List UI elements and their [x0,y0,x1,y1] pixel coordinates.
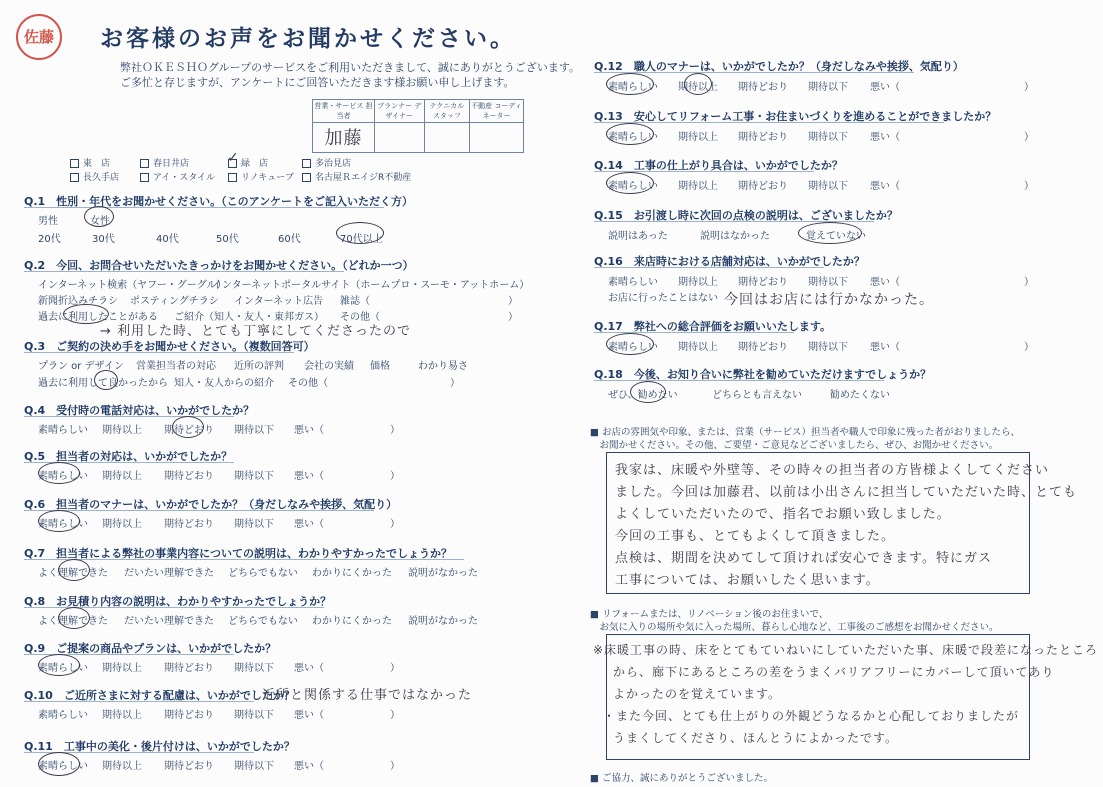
rating-close: ） [390,761,400,772]
q4-answer-circle [172,416,204,438]
comment1-prompt-1: ■ お店の雰囲気や印象、または、営業（サービス）担当者や職人で印象に残った者がおりましたら、 [590,427,1020,438]
q13-underline [594,122,944,123]
q15-opt-no[interactable]: 説明はなかった [700,231,770,242]
staff-header-technical: テクニカル スタッフ [424,100,469,123]
rating-above[interactable]: 期待以上 [102,663,142,674]
rating-as-expected[interactable]: 期待どおり [164,663,214,674]
q11-answer-circle [38,752,80,776]
q16-opt-never-visited[interactable]: お店に行ったことはない [608,293,718,304]
q18-answer-circle [630,381,666,403]
rating-as-expected[interactable]: 期待どおり [164,761,214,772]
rating-excellent[interactable]: 素晴らしい [608,82,658,93]
rating-close: ） [1024,82,1034,93]
q2-opt-netad[interactable]: インターネット広告 [234,296,324,307]
rating-bad[interactable]: 悪い（ [870,181,900,192]
rating-above[interactable]: 期待以上 [678,132,718,143]
intro-line-2: ご多忙と存じますが、アンケートにご回答いただきます様お願い申し上げます。 [120,76,515,89]
q14-rating [608,177,1038,191]
q17-title: Q.17 弊社への総合評価をお願いいたします。 [594,320,831,333]
understand-neutral[interactable]: どちらでもない [228,616,298,627]
rating-above[interactable]: 期待以上 [678,342,718,353]
q2-options [38,276,528,326]
q10-handwritten-note: 近所と関係する仕事ではなかった [262,688,473,703]
q3-past-good-circle [94,370,118,390]
q4-title: Q.4 受付時の電話対応は、いかがでしたか？ [24,404,255,417]
rating-excellent[interactable]: 素晴らしい [38,663,88,674]
q2-handwritten-reason: → 利用した時、とても丁寧にしてくださったので [100,324,412,339]
rating-excellent[interactable]: 素晴らしい [608,342,658,353]
staff-header-realestate: 不動産 コーディネーター [470,100,524,123]
understand-none[interactable]: 説明がなかった [408,616,478,627]
q18-opt-no[interactable]: 勧めたくない [830,390,890,401]
q1-underline [24,207,384,208]
q3-opt-clarity[interactable]: わかり易さ [418,361,468,372]
q6-underline [24,510,374,511]
q3-opt-other-close: ） [450,378,460,389]
q2-opt-magazine-close: ） [508,296,518,307]
q9-title: Q.9 ご提案の商品やプランは、いかがでしたか？ [24,642,277,655]
q12-answer-circle [606,73,654,95]
store-kasugai[interactable]: 春日井店 [153,159,190,169]
rating-close: ） [390,471,400,482]
q5-answer-circle [38,462,80,484]
q18-title: Q.18 今後、お知り合いに弊社を勧めていただけますでしょうか？ [594,368,932,381]
q3-opt-other[interactable]: その他（ [288,378,328,389]
store-renocube[interactable]: リノキューブ [241,173,294,183]
q9-answer-circle [38,654,80,676]
q17-rating [608,338,1038,352]
rating-as-expected[interactable]: 期待どおり [164,425,214,436]
rating-close: ） [1024,132,1034,143]
q14-title: Q.14 工事の仕上がり具合は、いかがでしたか？ [594,159,843,172]
q13-rating [608,128,1038,142]
rating-as-expected[interactable]: 期待どおり [738,132,788,143]
q7-understand [38,564,498,578]
comment1-line-4: 今回の工事も、とてもよくして頂きました。 [615,529,896,544]
staff-table [312,99,524,153]
store-istyle[interactable]: アイ・スタイル [153,173,216,183]
rating-as-expected[interactable]: 期待どおり [738,342,788,353]
q1-gender-male[interactable]: 男性 [38,216,58,227]
comment1-line-2: ました。今回は加藤君、以前は小出さんに担当していただいた時、とても [615,485,1078,500]
q1-age-40[interactable]: 40代 [156,234,179,245]
rating-above[interactable]: 期待以上 [678,277,718,288]
rating-above[interactable]: 期待以上 [102,761,142,772]
rating-below[interactable]: 期待以下 [234,761,274,772]
comment2-line-2: から、廊下にあるところの差をうまくバリアフリーにカバーして頂いてあり [613,665,1055,679]
q7-title: Q.7 担当者による弊社の事業内容についての説明は、わかりやすかったでしょうか？ [24,547,452,560]
rating-below[interactable]: 期待以下 [808,277,848,288]
store-midori[interactable]: 緑 店 [241,159,269,169]
rating-bad[interactable]: 悪い（ [870,277,900,288]
store-higashi[interactable]: 東 店 [83,159,111,169]
q7-answer-circle [58,559,90,581]
q12-answer-circle-2 [684,73,712,95]
q2-opt-portal[interactable]: インターネットポータルサイト（ホームプロ・スーモ・アットホーム） [212,280,530,291]
page-title: お客様のお声をお聞かせください。 [100,26,516,52]
q2-opt-posting[interactable]: ポスティングチラシ [130,296,219,307]
q11-rating [38,757,398,771]
store-checklist [70,156,490,186]
q12-rating [608,78,1038,92]
q3-opt-record[interactable]: 会社の実績 [304,361,354,372]
q4-rating [38,421,398,435]
comment1-box[interactable] [606,452,1078,594]
rating-excellent[interactable]: 素晴らしい [38,710,88,721]
q3-opt-friend[interactable]: 知人・友人からの紹介 [174,378,274,389]
rating-excellent[interactable]: 素晴らしい [608,181,658,192]
q10-title: Q.10 ご近所さまに対する配慮は、いかがでしたか？ [24,689,295,702]
q1-age-70[interactable]: 70代以上 [340,234,383,245]
q14-answer-circle [606,172,654,194]
rating-as-expected[interactable]: 期待どおり [164,471,214,482]
q15-opt-yes[interactable]: 説明はあった [608,231,668,242]
rating-above[interactable]: 期待以上 [678,181,718,192]
q17-answer-circle [606,333,654,355]
q18-opt-neutral[interactable]: どちらとも言えない [712,390,802,401]
q3-opt-price[interactable]: 価格 [370,361,390,372]
rating-close: ） [1024,181,1034,192]
comment1-line-6: 工事については、お願いしたく思います。 [615,573,880,588]
q6-answer-circle [38,510,80,532]
q8-title: Q.8 お見積り内容の説明は、わかりやすかったでしょうか？ [24,595,332,608]
rating-bad[interactable]: 悪い（ [870,342,900,353]
comment2-box[interactable] [593,634,1099,760]
rating-close: ） [390,425,400,436]
q5-rating [38,467,398,481]
q9-rating [38,659,398,673]
staff-empty-cell [374,123,424,153]
q15-answer-circle [798,222,862,244]
rating-excellent[interactable]: 素晴らしい [38,425,88,436]
rating-below[interactable]: 期待以下 [808,132,848,143]
staff-header-sales: 営業・サービス 担当者 [313,100,375,123]
understand-hard[interactable]: わかりにくかった [312,568,392,579]
q16-handwritten-note: 今回はお店には行かなかった。 [724,292,934,308]
store-tajimi[interactable]: 多治見店 [315,159,352,169]
q18-underline [594,380,884,381]
rating-above[interactable]: 期待以上 [102,710,142,721]
q1-age-20[interactable]: 20代 [38,234,61,245]
rating-below[interactable]: 期待以下 [234,425,274,436]
rating-below[interactable]: 期待以下 [808,181,848,192]
q3-title: Q.3 ご契約の決め手をお聞かせください。（複数回答可） [24,340,315,353]
rating-close: ） [390,710,400,721]
q1-age-30[interactable]: 30代 [92,234,115,245]
q13-title: Q.13 安心してリフォーム工事・お住まいづくりを進めることができましたか？ [594,110,997,123]
q15-options [608,227,908,241]
intro-line-1: 弊社ＯＫＥＳＨＯグループのサービスをご利用いただきまして、誠にありがとうございます。 [120,61,581,74]
seal-stamp: 佐藤 [16,14,62,60]
q2-title: Q.2 今回、お問合せいただいたきっかけをお聞かせください。（どれか一つ） [24,259,414,272]
q16-rating [608,273,1038,287]
rating-excellent[interactable]: 素晴らしい [38,471,88,482]
comment2-prompt-1: ■ リフォームまたは、リノベーション後のお住まいで、 [590,609,829,620]
comment2-line-4: ・また今回、とても仕上がりの外観どうなるかと心配しておりましたが [603,709,1020,723]
comment1-line-1: 我家は、床暖や外壁等、その時々の担当者の方皆様よくしてください [615,463,1050,478]
understand-none[interactable]: 説明がなかった [408,568,478,579]
q3-opt-reputation[interactable]: 近所の評判 [234,361,284,372]
comment2-prompt-2: お気に入りの場所や気に入った場所、暮らし心地など、工事後のご感想をお聞かせください。 [590,622,999,633]
q1-gender-female[interactable]: 女性 [90,216,110,227]
q5-title: Q.5 担当者の対応は、いかがでしたか？ [24,450,233,463]
staff-header-planner: プランナー デザイナー [374,100,424,123]
understand-hard[interactable]: わかりにくかった [312,616,392,627]
q2-opt-other-close: ） [508,312,518,323]
q12-title: Q.12 職人のマナーは、いかがでしたか？（身だしなみや挨拶、気配り） [594,60,964,73]
q2-opt-magazine[interactable]: 雑誌（ [340,296,370,307]
rating-close: ） [1024,342,1034,353]
q6-rating [38,515,398,529]
rating-bad[interactable]: 悪い（ [294,710,324,721]
rating-above[interactable]: 期待以上 [102,519,142,530]
store-nagoya-realestate[interactable]: 名古屋ＲエイジR不動産 [315,173,412,183]
q18-opt-recommend[interactable]: ぜひ、勧めたい [608,390,678,401]
q2-opt-other[interactable]: その他（ [340,312,380,323]
q1-age-50[interactable]: 50代 [216,234,239,245]
rating-bad[interactable]: 悪い（ [294,519,324,530]
q10-rating [38,706,398,720]
q3-opt-past-good[interactable]: 過去に利用して良かったから [38,378,168,389]
rating-bad[interactable]: 悪い（ [870,132,900,143]
rating-below[interactable]: 期待以下 [808,82,848,93]
q2-opt-newspaper[interactable]: 新聞折込みチラシ [38,296,118,307]
q1-title: Q.1 性別・年代をお聞かせください。（このアンケートをご記入いただく方） [24,195,414,208]
rating-below[interactable]: 期待以下 [234,519,274,530]
comment2-line-1: ※床暖工事の時、床をとてもていねいにしていただいた事、床暖で段差になったところ [593,643,1099,657]
store-nagakute[interactable]: 長久手店 [83,173,120,183]
q2-opt-referral[interactable]: ご紹介（知人・友人・東邦ガス） [174,312,324,323]
q13-answer-circle [606,123,654,145]
rating-as-expected[interactable]: 期待どおり [738,82,788,93]
rating-excellent[interactable]: 素晴らしい [38,761,88,772]
comment2-line-3: よかったのを覚えています。 [613,687,782,701]
rating-bad[interactable]: 悪い（ [294,761,324,772]
q16-underline [594,267,824,268]
comment1-line-3: よくしていただいたので、指名でお願い致しました。 [615,507,951,522]
rating-above[interactable]: 期待以上 [678,82,718,93]
rating-below[interactable]: 期待以下 [234,710,274,721]
q1-age-circle [336,222,384,244]
q2-opt-search[interactable]: インターネット検索（ヤフー・グーグル） [38,280,227,291]
q8-answer-circle [58,607,90,629]
q3-opt-plan[interactable]: プラン or デザイン [38,361,124,372]
rating-close: ） [1024,277,1034,288]
understand-mostly[interactable]: だいたい理解できた [124,616,214,627]
q15-opt-forget[interactable]: 覚えていない [806,231,866,242]
rating-below[interactable]: 期待以下 [234,471,274,482]
footer-thanks: ■ ご協力、誠にありがとうございました。 [590,773,773,784]
comment2-line-5: うまくしてくださり、ほんとうによかったです。 [613,731,899,745]
q8-understand [38,612,498,626]
understand-neutral[interactable]: どちらでもない [228,568,298,579]
q12-underline [594,72,914,73]
q1-female-circle [84,206,114,227]
rating-above[interactable]: 期待以上 [102,471,142,482]
rating-excellent[interactable]: 素晴らしい [608,277,658,288]
q3-opt-sales[interactable]: 営業担当者の対応 [136,361,216,372]
q2-underline [24,271,344,272]
staff-empty-cell [470,123,524,153]
comment1-line-5: 点検は、期間を決めてして頂ければ安心できます。特にガス [615,551,992,566]
rating-above[interactable]: 期待以上 [102,425,142,436]
rating-below[interactable]: 期待以下 [808,342,848,353]
rating-bad[interactable]: 悪い（ [294,471,324,482]
rating-bad[interactable]: 悪い（ [870,82,900,93]
q4-underline [24,416,234,417]
understand-well[interactable]: よく理解できた [38,616,108,627]
q3-underline [24,352,294,353]
q1-age-60[interactable]: 60代 [278,234,301,245]
understand-mostly[interactable]: だいたい理解できた [124,568,214,579]
staff-empty-cell [424,123,469,153]
rating-as-expected[interactable]: 期待どおり [164,519,214,530]
rating-bad[interactable]: 悪い（ [294,425,324,436]
staff-name: 加藤 [324,128,363,149]
q7-underline [24,559,464,560]
staff-name-cell [313,123,375,153]
rating-below[interactable]: 期待以下 [234,663,274,674]
q15-title: Q.15 お引渡し時に次回の点検の説明は、ございましたか？ [594,209,898,222]
q10-underline [24,701,254,702]
rating-close: ） [390,519,400,530]
q11-title: Q.11 工事中の美化・後片付けは、いかがでしたか？ [24,740,295,753]
check-mark-icon: ✓ [227,150,240,166]
rating-close: ） [390,663,400,674]
q6-title: Q.6 担当者のマナーは、いかがでしたか？（身だしなみや挨拶、気配り） [24,498,398,511]
rating-excellent[interactable]: 素晴らしい [38,519,88,530]
comment1-prompt-2: お聞かせください。その他、ご要望・ご意見などございましたら、ぜひ、お聞かせください。 [590,440,999,451]
understand-well[interactable]: よく理解できた [38,568,108,579]
q2-opt-past-use[interactable]: 過去に利用したことがある [38,312,158,323]
rating-bad[interactable]: 悪い（ [294,663,324,674]
rating-as-expected[interactable]: 期待どおり [738,181,788,192]
rating-as-expected[interactable]: 期待どおり [164,710,214,721]
q16-title: Q.16 来店時における店舗対応は、いかがでしたか？ [594,255,865,268]
rating-as-expected[interactable]: 期待どおり [738,277,788,288]
rating-excellent[interactable]: 素晴らしい [608,132,658,143]
